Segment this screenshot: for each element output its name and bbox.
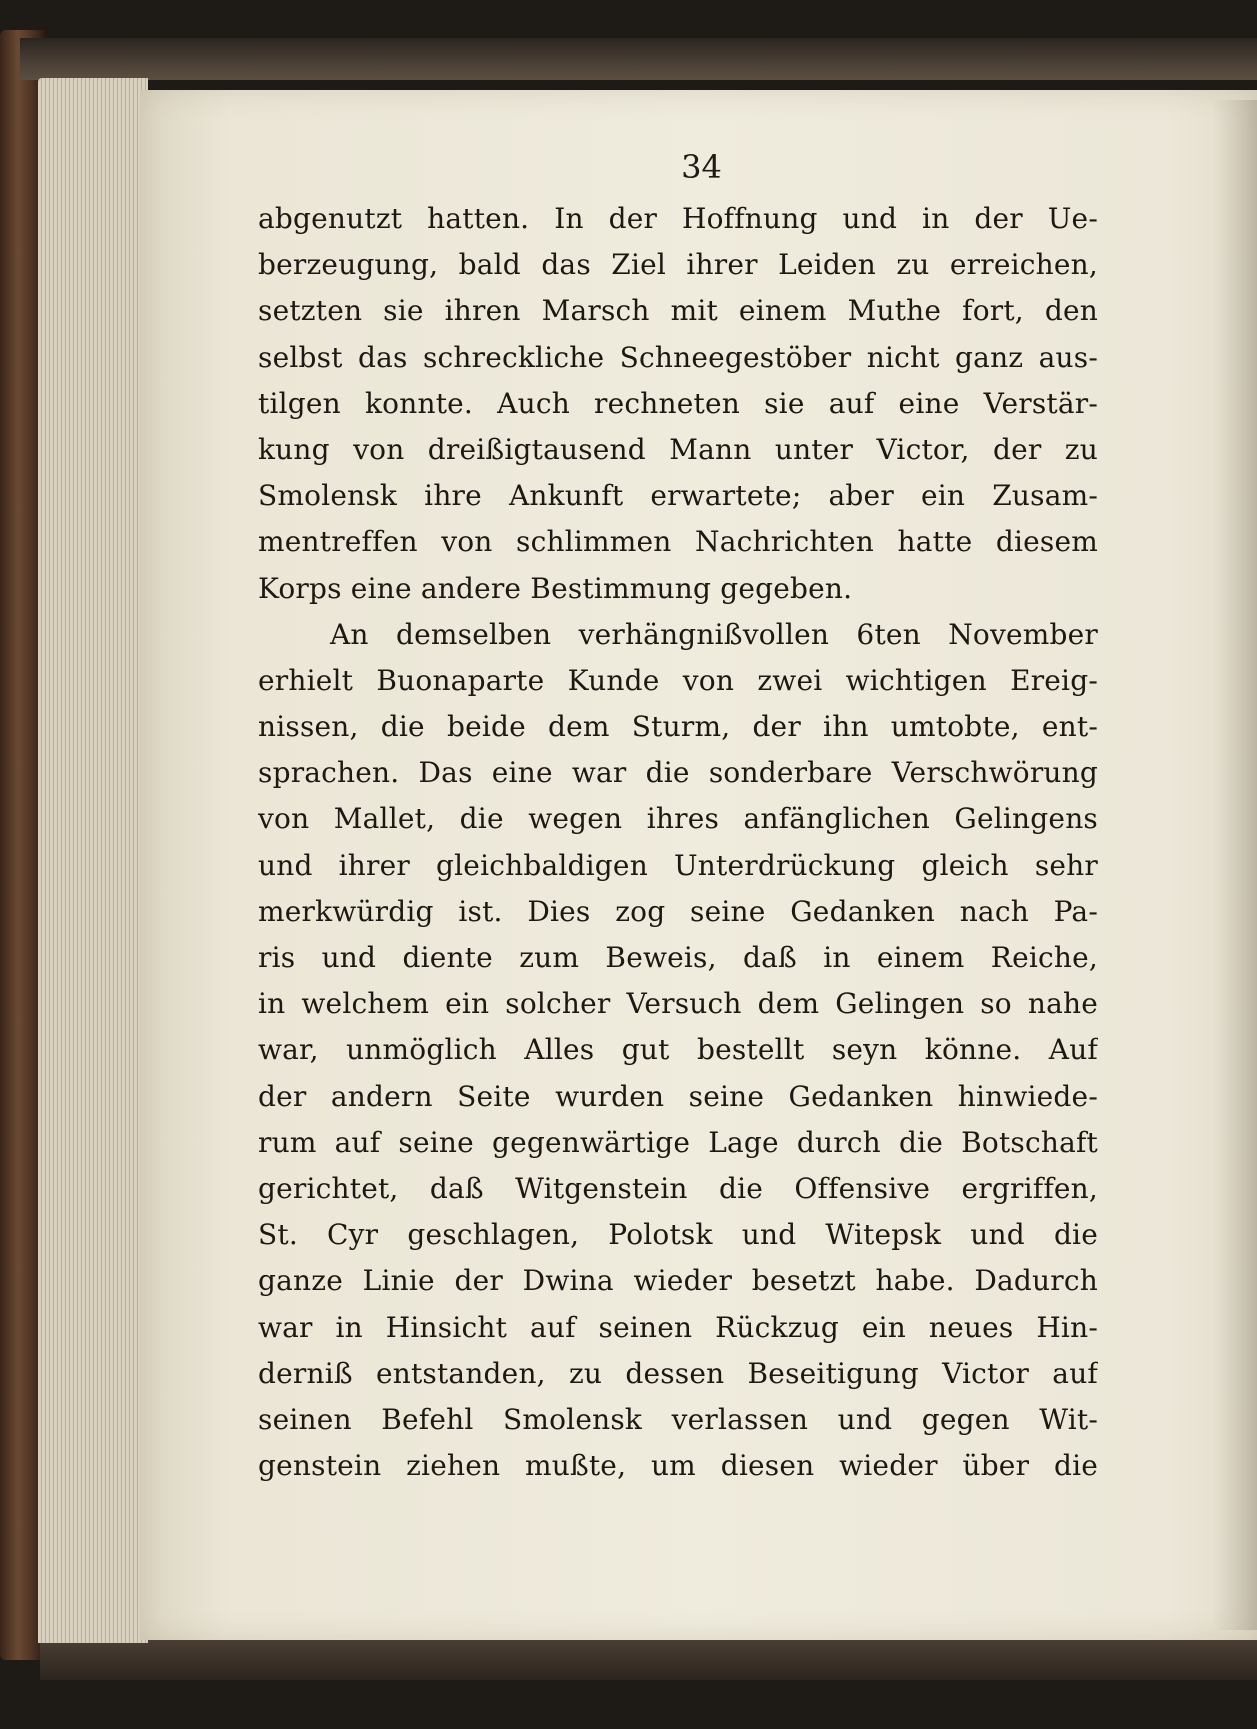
text-line: rum auf seine gegenwärtige Lage durch die Botschaft	[258, 1125, 1098, 1159]
text-line: derniß entstanden, zu dessen Beseitigung Victor auf	[258, 1356, 1098, 1390]
page-gutter-shadow	[1212, 100, 1257, 1630]
text-line: ganze Linie der Dwina wieder besetzt habe. Dadurch	[258, 1264, 1098, 1298]
book-cover-bottom-edge	[40, 1640, 1257, 1680]
text-line: sprachen. Das eine war die sonderbare Verschwörung	[258, 756, 1098, 790]
text-line: von Mallet, die wegen ihres anfänglichen Gelingens	[258, 802, 1098, 836]
text-line: war in Hinsicht auf seinen Rückzug ein neues Hin-	[258, 1310, 1098, 1344]
text-line: tilgen konnte. Auch rechneten sie auf eine Verstär-	[258, 386, 1098, 420]
text-line: abgenutzt hatten. In der Hoffnung und in der Ue-	[258, 202, 1098, 235]
text-line: genstein ziehen mußte, um diesen wieder über die	[258, 1449, 1098, 1483]
text-line: St. Cyr geschlagen, Polotsk und Witepsk und die	[258, 1218, 1098, 1252]
text-line: berzeugung, bald das Ziel ihrer Leiden zu erreichen,	[258, 248, 1098, 282]
text-line: der andern Seite wurden seine Gedanken hinwiede-	[258, 1079, 1098, 1113]
text-line: gerichtet, daß Witgenstein die Offensive ergriffen,	[258, 1171, 1098, 1205]
text-line: merkwürdig ist. Dies zog seine Gedanken nach Pa-	[258, 894, 1098, 928]
text-line: kung von dreißigtausend Mann unter Victor, der zu	[258, 432, 1098, 466]
page-stack-edges	[38, 78, 148, 1643]
page-text	[258, 196, 1098, 1489]
text-line: nissen, die beide dem Sturm, der ihn umtobte, ent-	[258, 710, 1098, 744]
book-cover-top-edge	[20, 38, 1257, 80]
text-line: setzten sie ihren Marsch mit einem Muthe fort, den	[258, 294, 1098, 328]
text-line: selbst das schreckliche Schneegestöber nicht ganz aus-	[258, 340, 1098, 374]
text-line: seinen Befehl Smolensk verlassen und gegen Wit-	[258, 1402, 1098, 1436]
text-line: war, unmöglich Alles gut bestellt seyn könne. Auf	[258, 1033, 1098, 1067]
text-line: in welchem ein solcher Versuch dem Gelingen so nahe	[258, 987, 1098, 1021]
text-line: ris und diente zum Beweis, daß in einem Reiche,	[258, 941, 1098, 974]
text-line: erhielt Buonaparte Kunde von zwei wichtigen Ereig-	[258, 663, 1098, 697]
text-line: und ihrer gleichbaldigen Unterdrückung gleich sehr	[258, 848, 1098, 882]
text-line-paragraph-end: Korps eine andere Bestimmung gegeben.	[258, 571, 853, 605]
text-line: mentreffen von schlimmen Nachrichten hatte diesem	[258, 525, 1098, 559]
text-line-paragraph-start: An demselben verhängnißvollen 6ten November	[330, 617, 1098, 651]
page-number: 34	[681, 148, 722, 186]
text-line: Smolensk ihre Ankunft erwartete; aber ein Zusam-	[258, 479, 1098, 513]
